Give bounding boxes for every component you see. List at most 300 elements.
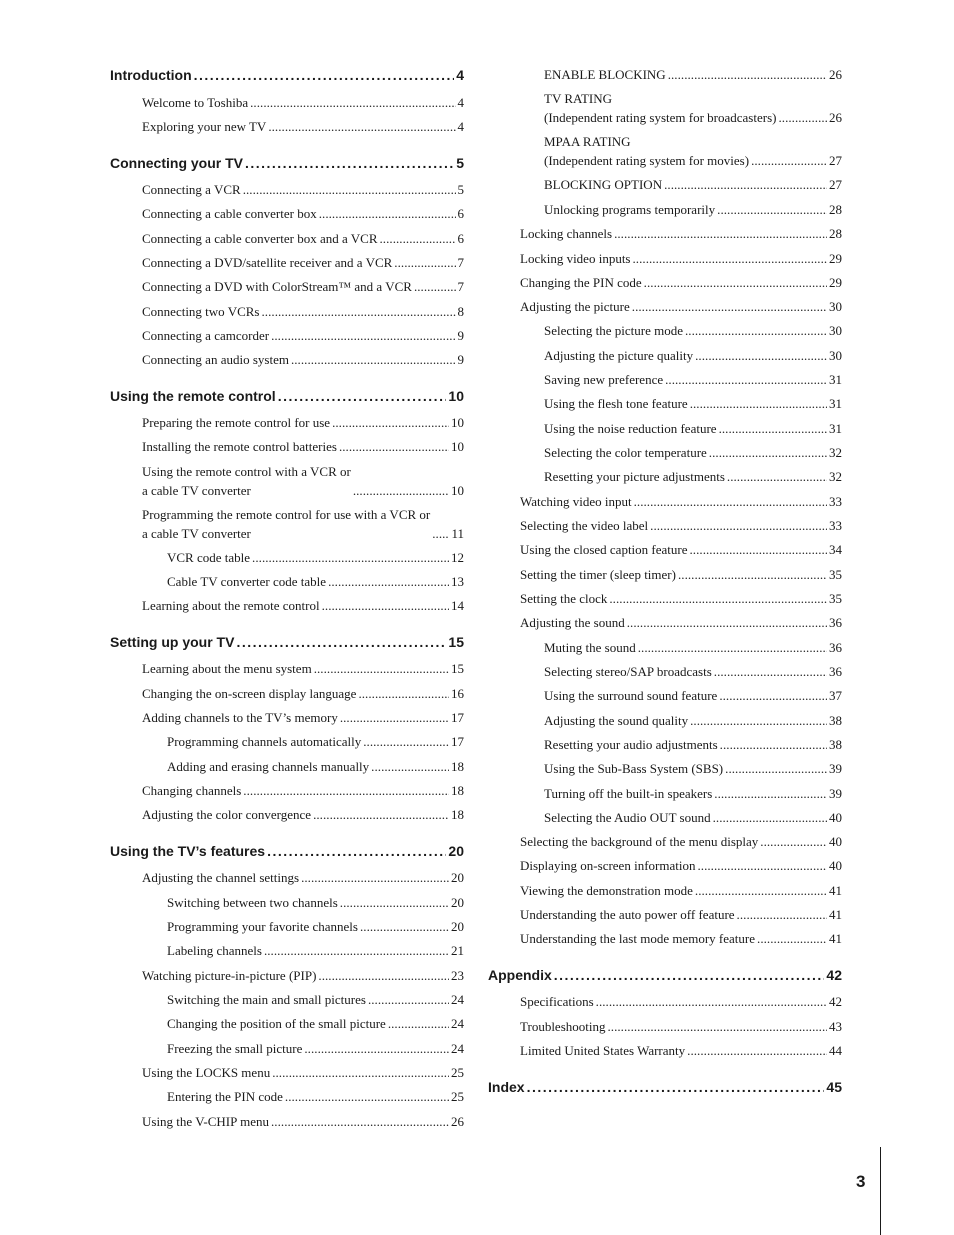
toc-entry[interactable] bbox=[544, 89, 842, 127]
toc-entry[interactable] bbox=[167, 893, 464, 912]
toc-entry-title: Connecting a camcorder bbox=[142, 328, 270, 343]
toc-entry[interactable] bbox=[544, 467, 842, 486]
dot-leader bbox=[720, 735, 827, 754]
dot-leader bbox=[322, 596, 449, 615]
toc-entry-title: Installing the remote control batteries bbox=[142, 439, 337, 454]
dot-leader bbox=[313, 805, 449, 824]
toc-entry[interactable] bbox=[142, 277, 464, 296]
toc-entry-title-line2: (Independent rating system for movies) bbox=[544, 153, 750, 168]
toc-entry[interactable] bbox=[142, 437, 464, 456]
toc-page-number: 4 bbox=[456, 67, 464, 83]
dot-leader bbox=[685, 321, 827, 340]
toc-entry-title bbox=[142, 505, 430, 543]
toc-entry[interactable] bbox=[544, 132, 842, 170]
toc-page-number: 44 bbox=[829, 1043, 842, 1058]
toc-entry[interactable] bbox=[544, 686, 842, 705]
toc-page-number: 8 bbox=[457, 304, 464, 319]
dot-leader bbox=[719, 419, 827, 438]
toc-entry-title: Learning about the remote control bbox=[142, 598, 320, 613]
toc-page-number: 6 bbox=[457, 231, 464, 246]
toc-page-number: 40 bbox=[829, 810, 842, 825]
toc-page-number: 24 bbox=[451, 1016, 464, 1031]
dot-leader bbox=[252, 548, 449, 567]
toc-entry-title: Watching picture-in-picture (PIP) bbox=[142, 968, 317, 983]
toc-entry[interactable] bbox=[142, 708, 464, 727]
dot-leader bbox=[634, 492, 827, 511]
toc-entry-title: Using the Sub-Bass System (SBS) bbox=[544, 761, 724, 776]
dot-leader bbox=[607, 1017, 827, 1036]
toc-page-number: 30 bbox=[829, 323, 842, 338]
toc-page-number: 9 bbox=[457, 352, 464, 367]
dot-leader bbox=[678, 565, 827, 584]
toc-page-number: 32 bbox=[829, 445, 842, 460]
toc-page-number: 23 bbox=[451, 968, 464, 983]
toc-entry-title: Changing the position of the small picture bbox=[167, 1016, 386, 1031]
toc-entry-title: Switching between two channels bbox=[167, 895, 338, 910]
toc-page-number: 32 bbox=[829, 469, 842, 484]
dot-leader bbox=[368, 990, 449, 1009]
dot-leader bbox=[380, 229, 456, 248]
toc-page-number: 10 bbox=[448, 388, 464, 404]
dot-leader bbox=[633, 249, 828, 268]
toc-page-number: 5 bbox=[456, 155, 464, 171]
toc-entry-title-line2: (Independent rating system for broadcasters) bbox=[544, 110, 777, 125]
toc-entry[interactable] bbox=[142, 868, 464, 887]
dot-leader bbox=[358, 684, 449, 703]
toc-entry[interactable] bbox=[544, 200, 842, 219]
toc-entry[interactable] bbox=[544, 370, 842, 389]
toc-entry[interactable] bbox=[544, 808, 842, 827]
toc-section-heading[interactable] bbox=[110, 387, 464, 406]
toc-page-number: 42 bbox=[826, 967, 842, 983]
toc-entry[interactable] bbox=[520, 516, 842, 535]
toc-entry[interactable] bbox=[544, 394, 842, 413]
dot-leader bbox=[432, 524, 449, 543]
toc-entry[interactable] bbox=[544, 321, 842, 340]
toc-entry[interactable] bbox=[544, 346, 842, 365]
page-edge-rule bbox=[880, 1147, 881, 1235]
toc-entry-title-line2: a cable TV converter bbox=[142, 483, 251, 498]
toc-page-number: 11 bbox=[451, 526, 464, 541]
toc-entry-title: Setting the clock bbox=[520, 591, 608, 606]
toc-entry-title: Adjusting the color convergence bbox=[142, 807, 312, 822]
dot-leader bbox=[262, 302, 456, 321]
toc-entry[interactable] bbox=[544, 662, 842, 681]
dot-leader bbox=[690, 394, 827, 413]
toc-entry[interactable] bbox=[167, 1087, 464, 1106]
page-number: 3 bbox=[856, 1172, 866, 1191]
toc-entry-title: Adjusting the sound bbox=[520, 615, 625, 630]
dot-leader bbox=[609, 589, 827, 608]
toc-page-number: 5 bbox=[457, 182, 464, 197]
toc-entry-title: Understanding the auto power off feature bbox=[520, 907, 735, 922]
toc-entry-title: Connecting your TV bbox=[110, 155, 243, 171]
toc-entry[interactable] bbox=[167, 1014, 464, 1033]
toc-entry-title: Connecting a VCR bbox=[142, 182, 241, 197]
toc-entry[interactable] bbox=[142, 413, 464, 432]
toc-page-number: 27 bbox=[829, 153, 842, 168]
toc-section-heading[interactable] bbox=[488, 966, 842, 985]
toc-entry[interactable] bbox=[544, 759, 842, 778]
toc-entry-title: Setting up your TV bbox=[110, 634, 235, 650]
toc-entry[interactable] bbox=[544, 638, 842, 657]
dot-leader bbox=[319, 204, 456, 223]
toc-entry-title: Connecting two VCRs bbox=[142, 304, 260, 319]
toc-entry[interactable] bbox=[520, 1017, 842, 1036]
toc-entry-title: Changing the PIN code bbox=[520, 275, 642, 290]
dot-leader bbox=[340, 708, 449, 727]
toc-page-number: 18 bbox=[451, 807, 464, 822]
dot-leader bbox=[291, 350, 456, 369]
toc-entry[interactable] bbox=[167, 548, 464, 567]
toc-page-number: 17 bbox=[451, 710, 464, 725]
dot-leader bbox=[760, 832, 827, 851]
toc-entry[interactable] bbox=[544, 735, 842, 754]
toc-page-number: 39 bbox=[829, 761, 842, 776]
toc-entry-title-line1: Using the remote control with a VCR or bbox=[142, 464, 351, 479]
dot-leader bbox=[644, 273, 827, 292]
dot-leader bbox=[339, 437, 449, 456]
dot-leader bbox=[778, 108, 827, 127]
toc-entry[interactable] bbox=[142, 684, 464, 703]
toc-entry-title: Understanding the last mode memory feature bbox=[520, 931, 756, 946]
toc-page-number: 25 bbox=[451, 1065, 464, 1080]
dot-leader bbox=[714, 784, 827, 803]
dot-leader bbox=[271, 326, 455, 345]
toc-entry[interactable] bbox=[544, 65, 842, 84]
toc-entry[interactable] bbox=[520, 832, 842, 851]
toc-entry-title: Freezing the small picture bbox=[167, 1041, 303, 1056]
toc-entry[interactable] bbox=[544, 711, 842, 730]
toc-page-number: 35 bbox=[829, 591, 842, 606]
toc-entry-title: Connecting a cable converter box bbox=[142, 206, 317, 221]
dot-leader bbox=[737, 905, 827, 924]
toc-entry-title: Changing channels bbox=[142, 783, 242, 798]
toc-entry-title: Entering the PIN code bbox=[167, 1089, 283, 1104]
toc-entry[interactable] bbox=[544, 419, 842, 438]
dot-leader bbox=[245, 154, 454, 173]
toc-entry[interactable] bbox=[142, 781, 464, 800]
toc-page-number: 34 bbox=[829, 542, 842, 557]
toc-page-number: 24 bbox=[451, 1041, 464, 1056]
toc-entry-title: Programming channels automatically bbox=[167, 734, 362, 749]
toc-entry-title: Turning off the built-in speakers bbox=[544, 786, 713, 801]
toc-entry-title: Using the LOCKS menu bbox=[142, 1065, 271, 1080]
toc-entry-title: Resetting your audio adjustments bbox=[544, 737, 718, 752]
toc-section-heading[interactable] bbox=[110, 842, 464, 861]
toc-entry-title: Preparing the remote control for use bbox=[142, 415, 331, 430]
dot-leader bbox=[314, 659, 449, 678]
toc-entry-title: Selecting stereo/SAP broadcasts bbox=[544, 664, 712, 679]
toc-page-number: 6 bbox=[457, 206, 464, 221]
toc-page-number: 33 bbox=[829, 518, 842, 533]
dot-leader bbox=[285, 1087, 449, 1106]
dot-leader bbox=[243, 180, 456, 199]
toc-page-number: 24 bbox=[451, 992, 464, 1007]
dot-leader bbox=[271, 1112, 449, 1131]
toc-entry-title: Resetting your picture adjustments bbox=[544, 469, 725, 484]
toc-entry-title: Selecting the video label bbox=[520, 518, 649, 533]
toc-entry-title: Displaying on-screen information bbox=[520, 858, 696, 873]
dot-leader bbox=[664, 175, 827, 194]
toc-entry[interactable] bbox=[142, 180, 464, 199]
toc-page-number: 29 bbox=[829, 251, 842, 266]
toc-entry[interactable] bbox=[142, 253, 464, 272]
dot-leader bbox=[278, 387, 447, 406]
toc-entry[interactable] bbox=[167, 990, 464, 1009]
toc-entry-title: Using the closed caption feature bbox=[520, 542, 688, 557]
dot-leader bbox=[360, 917, 449, 936]
dot-leader bbox=[353, 481, 449, 500]
toc-entry[interactable] bbox=[167, 917, 464, 936]
dot-leader bbox=[301, 868, 449, 887]
toc-entry-title: Selecting the picture mode bbox=[544, 323, 683, 338]
toc-page-number: 41 bbox=[829, 931, 842, 946]
dot-leader bbox=[757, 929, 827, 948]
dot-leader bbox=[268, 117, 455, 136]
toc-entry-title-line1: TV RATING bbox=[544, 91, 613, 106]
dot-leader bbox=[719, 686, 827, 705]
toc-entry[interactable] bbox=[167, 732, 464, 751]
toc-entry-title: Viewing the demonstration mode bbox=[520, 883, 693, 898]
toc-entry-title: Changing the on-screen display language bbox=[142, 686, 357, 701]
toc-page-number: 38 bbox=[829, 737, 842, 752]
dot-leader bbox=[332, 413, 449, 432]
toc-entry-title: Using the V-CHIP menu bbox=[142, 1114, 269, 1129]
toc-page-number: 7 bbox=[457, 279, 464, 294]
toc-entry[interactable] bbox=[142, 350, 464, 369]
toc-entry[interactable] bbox=[520, 992, 842, 1011]
dot-leader bbox=[243, 781, 449, 800]
toc-entry[interactable] bbox=[142, 326, 464, 345]
dot-leader bbox=[709, 443, 827, 462]
dot-leader bbox=[363, 732, 449, 751]
dot-leader bbox=[695, 346, 827, 365]
dot-leader bbox=[717, 200, 827, 219]
toc-entry[interactable] bbox=[520, 273, 842, 292]
dot-leader bbox=[264, 941, 449, 960]
toc-entry-title: Index bbox=[488, 1079, 525, 1095]
dot-leader bbox=[272, 1063, 449, 1082]
toc-entry[interactable] bbox=[142, 229, 464, 248]
toc-entry[interactable] bbox=[520, 492, 842, 511]
toc-entry-title: Connecting a DVD/satellite receiver and a VCR bbox=[142, 255, 393, 270]
dot-leader bbox=[697, 856, 827, 875]
toc-page-number: 26 bbox=[829, 67, 842, 82]
toc-entry[interactable] bbox=[520, 905, 842, 924]
toc-entry[interactable] bbox=[167, 572, 464, 591]
toc-page-number: 13 bbox=[451, 574, 464, 589]
toc-page-number: 45 bbox=[826, 1079, 842, 1095]
toc-page-number: 27 bbox=[829, 177, 842, 192]
toc-page-number: 30 bbox=[829, 299, 842, 314]
dot-leader bbox=[714, 662, 827, 681]
toc-entry-title: Using the noise reduction feature bbox=[544, 421, 717, 436]
toc-page-number: 33 bbox=[829, 494, 842, 509]
toc-page-number: 9 bbox=[457, 328, 464, 343]
toc-entry[interactable] bbox=[142, 505, 464, 543]
dot-leader bbox=[318, 966, 449, 985]
toc-page-number: 26 bbox=[451, 1114, 464, 1129]
toc-entry[interactable] bbox=[520, 1041, 842, 1060]
toc-entry[interactable] bbox=[142, 596, 464, 615]
toc-entry[interactable] bbox=[142, 302, 464, 321]
toc-page-number: 31 bbox=[829, 396, 842, 411]
toc-entry[interactable] bbox=[520, 540, 842, 559]
toc-entry[interactable] bbox=[520, 613, 842, 632]
toc-entry[interactable] bbox=[167, 941, 464, 960]
toc-page-number: 16 bbox=[451, 686, 464, 701]
dot-leader bbox=[527, 1078, 825, 1097]
toc-entry-title: VCR code table bbox=[167, 550, 251, 565]
toc-page-number: 42 bbox=[829, 994, 842, 1009]
toc-page-number: 36 bbox=[829, 664, 842, 679]
toc-entry-title: Connecting an audio system bbox=[142, 352, 289, 367]
dot-leader bbox=[304, 1039, 449, 1058]
toc-page-number: 20 bbox=[451, 919, 464, 934]
toc-page-number: 40 bbox=[829, 834, 842, 849]
toc-page-number: 35 bbox=[829, 567, 842, 582]
toc-entry[interactable] bbox=[167, 757, 464, 776]
dot-leader bbox=[614, 224, 827, 243]
toc-entry[interactable] bbox=[544, 175, 842, 194]
dot-leader bbox=[690, 540, 828, 559]
toc-entry-title-line2: a cable TV converter bbox=[142, 526, 251, 541]
toc-page-number: 29 bbox=[829, 275, 842, 290]
dot-leader bbox=[388, 1014, 449, 1033]
toc-entry[interactable] bbox=[520, 881, 842, 900]
toc-entry-title: Adding channels to the TV’s memory bbox=[142, 710, 338, 725]
toc-entry[interactable] bbox=[520, 297, 842, 316]
toc-entry-title: Watching video input bbox=[520, 494, 632, 509]
toc-entry[interactable] bbox=[520, 565, 842, 584]
toc-entry-title: Learning about the menu system bbox=[142, 661, 312, 676]
toc-entry-title: Adding and erasing channels manually bbox=[167, 759, 370, 774]
toc-entry[interactable] bbox=[520, 224, 842, 243]
toc-page-number: 18 bbox=[451, 759, 464, 774]
toc-page-number: 18 bbox=[451, 783, 464, 798]
toc-page-number: 10 bbox=[451, 439, 464, 454]
toc-entry-title: Adjusting the picture quality bbox=[544, 348, 694, 363]
toc-entry-title: Appendix bbox=[488, 967, 552, 983]
toc-entry-title: Switching the main and small pictures bbox=[167, 992, 366, 1007]
dot-leader bbox=[554, 966, 825, 985]
toc-entry[interactable] bbox=[520, 249, 842, 268]
toc-page-number: 41 bbox=[829, 907, 842, 922]
toc-entry-title: Exploring your new TV bbox=[142, 119, 267, 134]
toc-entry-title: Using the surround sound feature bbox=[544, 688, 718, 703]
toc-entry-title: Labeling channels bbox=[167, 943, 262, 958]
toc-entry[interactable] bbox=[544, 784, 842, 803]
toc-entry[interactable] bbox=[142, 805, 464, 824]
dot-leader bbox=[236, 633, 446, 652]
toc-page-number: 10 bbox=[451, 483, 464, 498]
toc-entry[interactable] bbox=[520, 929, 842, 948]
toc-entry[interactable] bbox=[520, 856, 842, 875]
toc-entry-title: Selecting the background of the menu display bbox=[520, 834, 759, 849]
toc-page-number: 26 bbox=[829, 110, 842, 125]
toc-entry[interactable] bbox=[142, 659, 464, 678]
toc-entry[interactable] bbox=[142, 93, 464, 112]
dot-leader bbox=[727, 467, 827, 486]
toc-entry-title: Using the flesh tone feature bbox=[544, 396, 688, 411]
toc-entry-title: Selecting the Audio OUT sound bbox=[544, 810, 711, 825]
toc-page-number: 31 bbox=[829, 372, 842, 387]
toc-entry-title: Adjusting the picture bbox=[520, 299, 630, 314]
toc-entry-title: Introduction bbox=[110, 67, 192, 83]
toc-entry[interactable] bbox=[142, 204, 464, 223]
toc-entry-title: Locking video inputs bbox=[520, 251, 631, 266]
dot-leader bbox=[632, 297, 827, 316]
toc-page-number: 12 bbox=[451, 550, 464, 565]
toc-section-heading[interactable] bbox=[110, 633, 464, 652]
toc-entry-title: ENABLE BLOCKING bbox=[544, 67, 666, 82]
toc-page-number: 41 bbox=[829, 883, 842, 898]
toc-entry[interactable] bbox=[142, 966, 464, 985]
dot-leader bbox=[751, 151, 827, 170]
toc-entry-title: Selecting the color temperature bbox=[544, 445, 707, 460]
toc-section-heading[interactable] bbox=[110, 154, 464, 173]
toc-page-number: 36 bbox=[829, 640, 842, 655]
toc-page-number: 20 bbox=[448, 843, 464, 859]
toc-entry-title: Troubleshooting bbox=[520, 1019, 606, 1034]
toc-entry-title bbox=[544, 89, 776, 127]
dot-leader bbox=[340, 893, 449, 912]
dot-leader bbox=[650, 516, 827, 535]
toc-section-heading[interactable] bbox=[110, 66, 464, 85]
toc-entry-title: Unlocking programs temporarily bbox=[544, 202, 716, 217]
dot-leader bbox=[665, 370, 827, 389]
toc-entry[interactable] bbox=[142, 117, 464, 136]
toc-entry-title: BLOCKING OPTION bbox=[544, 177, 663, 192]
toc-entry-title: Limited United States Warranty bbox=[520, 1043, 686, 1058]
toc-entry[interactable] bbox=[520, 589, 842, 608]
toc-page-number: 15 bbox=[451, 661, 464, 676]
toc-entry[interactable] bbox=[167, 1039, 464, 1058]
dot-leader bbox=[690, 711, 827, 730]
toc-page-number: 17 bbox=[451, 734, 464, 749]
toc-section-heading[interactable] bbox=[488, 1078, 842, 1097]
toc-entry-title: Locking channels bbox=[520, 226, 613, 241]
toc-page-number: 28 bbox=[829, 226, 842, 241]
toc-entry[interactable] bbox=[142, 1063, 464, 1082]
toc-entry-title: Muting the sound bbox=[544, 640, 636, 655]
toc-page-number: 4 bbox=[457, 95, 464, 110]
toc-entry-title: Connecting a DVD with ColorStream™ and a VCR bbox=[142, 279, 412, 294]
toc-page-number: 20 bbox=[451, 895, 464, 910]
toc-page-number: 36 bbox=[829, 615, 842, 630]
dot-leader bbox=[194, 66, 455, 85]
dot-leader bbox=[371, 757, 449, 776]
toc-page-number: 21 bbox=[451, 943, 464, 958]
toc-entry-title bbox=[142, 462, 351, 500]
toc-entry[interactable] bbox=[142, 462, 464, 500]
toc-page-number: 40 bbox=[829, 858, 842, 873]
toc-entry[interactable] bbox=[544, 443, 842, 462]
dot-leader bbox=[713, 808, 827, 827]
toc-entry-title: Programming your favorite channels bbox=[167, 919, 358, 934]
toc-page-number: 43 bbox=[829, 1019, 842, 1034]
toc-page-number: 25 bbox=[451, 1089, 464, 1104]
dot-leader bbox=[695, 881, 827, 900]
toc-page-number: 28 bbox=[829, 202, 842, 217]
toc-entry-title: Connecting a cable converter box and a VCR bbox=[142, 231, 378, 246]
toc-entry[interactable] bbox=[142, 1112, 464, 1131]
toc-entry-title: Welcome to Toshiba bbox=[142, 95, 249, 110]
toc-entry-title: Adjusting the channel settings bbox=[142, 870, 300, 885]
dot-leader bbox=[328, 572, 449, 591]
toc-page-number: 37 bbox=[829, 688, 842, 703]
